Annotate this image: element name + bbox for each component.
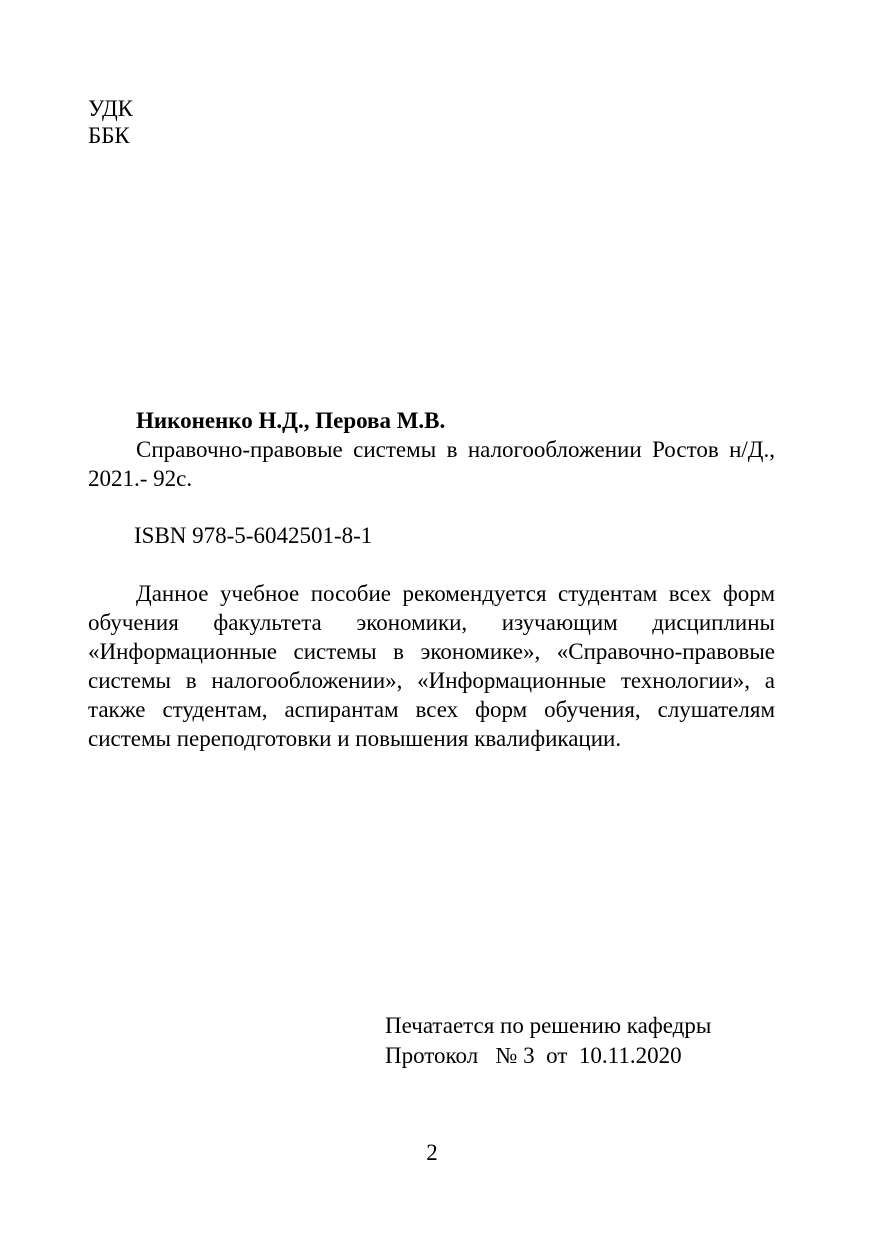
bibliographic-record bbox=[88, 406, 775, 493]
authors: Никоненко Н.Д., Перова М.В. bbox=[136, 408, 446, 433]
approval-line-1: Печатается по решению кафедры bbox=[385, 1013, 712, 1038]
udk-label: УДК bbox=[88, 96, 133, 121]
approval-note bbox=[385, 1011, 711, 1071]
annotation: Данное учебное пособие рекомендуется студентам всех форм обучения факультета экономики, изучающим дисциплины «Информационные системы в экономике», «Справочно-правовые системы в налогообложении», «Информационные технологии», а также студентам, аспирантам всех форм обучения, слушателям системы переподготовки и повышения квалификации. bbox=[88, 581, 775, 751]
book-title: Справочно-правовые системы в налогообложении Ростов н/Д., 2021.- 92с. bbox=[88, 437, 775, 491]
page-number: 2 bbox=[426, 1140, 438, 1165]
approval-line-2: Протокол № 3 от 10.11.2020 bbox=[385, 1043, 682, 1068]
classification-codes bbox=[88, 95, 133, 149]
bbk-label: ББК bbox=[88, 123, 130, 148]
isbn: ISBN 978-5-6042501-8-1 bbox=[134, 523, 373, 548]
